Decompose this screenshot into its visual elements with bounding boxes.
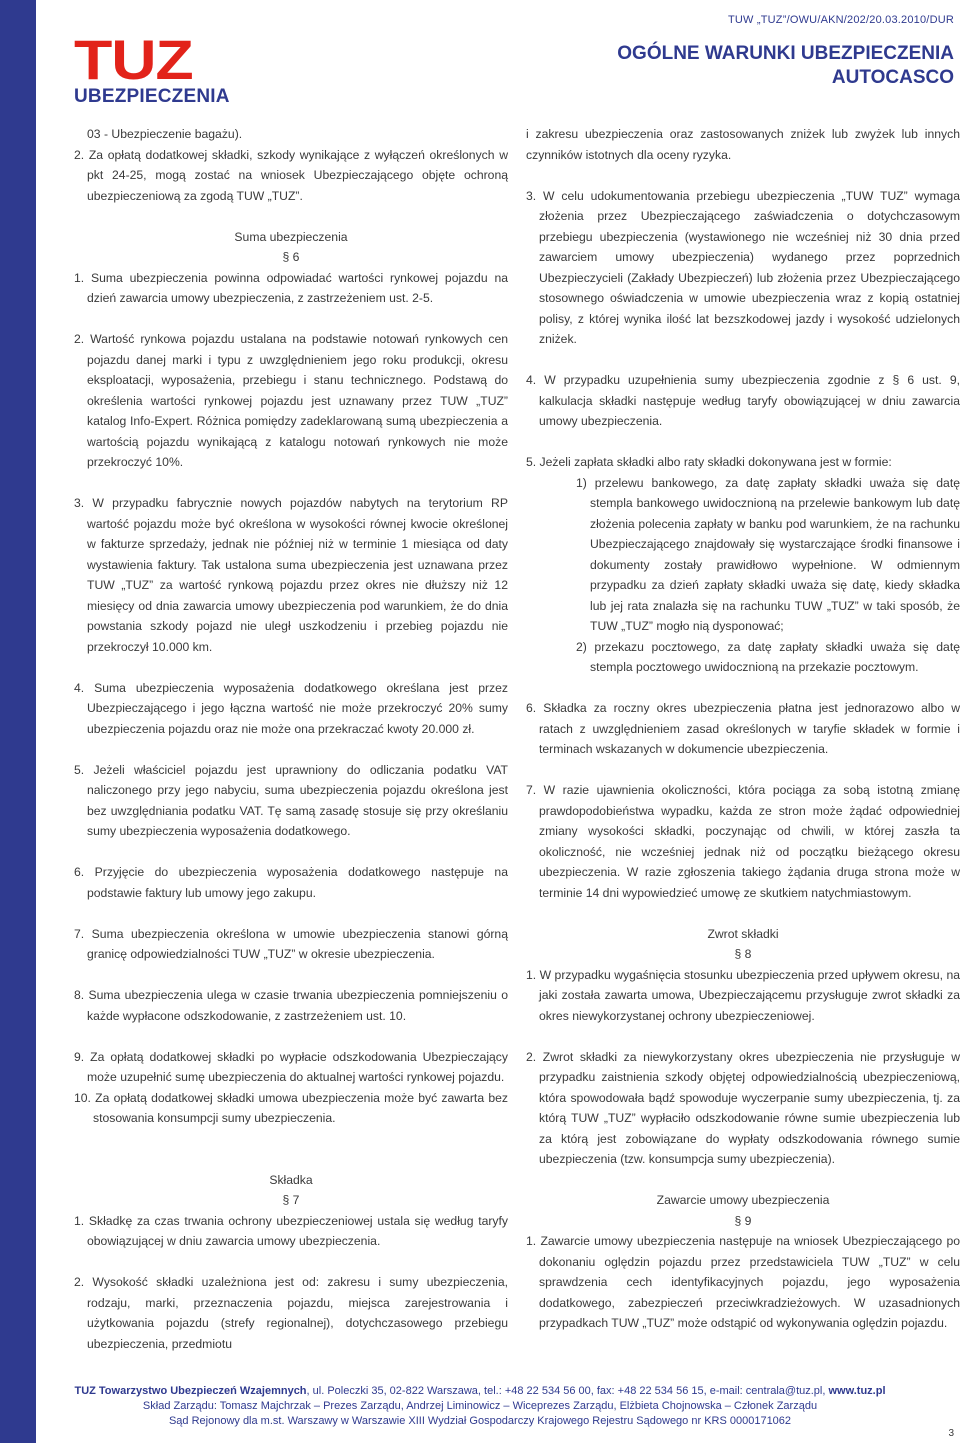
section-title-6: Suma ubezpieczenia	[234, 229, 348, 244]
paragraph-7-7: 7. W razie ujawnienia okoliczności, która pociąga za sobą istotną zmianę prawdopodobieństwa wypadku, każda ze stron może żądać odpowiedniej zmiany wysokości składki, poczynając od chwili, w której zaszła ta okoliczność, nie wcześniej jednak niż od początku bieżącego okresu ubezpieczenia. W razie zgłoszenia takiego żądania druga strona może w terminie 14 dni wypowiedzieć umowę ze skutkiem natychmiastowym.	[526, 783, 960, 900]
paragraph-r0: i zakresu ubezpieczenia oraz zastosowanych zniżek lub zwyżek lub innych czynników istotnych dla oceny ryzyka.	[526, 127, 960, 162]
paragraph-6-3: 3. W przypadku fabrycznie nowych pojazdów nabytych na terytorium RP wartość pojazdu może być określona w wysokości równej kwocie określonej w fakturze sprzedaży, jednak nie później niż w terminie 1 miesiąca od daty wystawienia faktury. Tak ustalona suma ubezpieczenia jest uznawana przez TUW „TUZ” za wartość rynkową pojazdu przez okres nie dłuższy niż 12 miesięcy od dnia zawarcia umowy ubezpieczenia pod warunkiem, że do dnia powstania szkody pojazd nie uległ uszkodzeniu i przebieg pojazdu nie przekroczył 10.000 km.	[74, 496, 508, 654]
logo-sub-text: UBEZPIECZENIA	[74, 86, 230, 107]
document-title-line1: OGÓLNE WARUNKI UBEZPIECZENIA	[617, 43, 954, 64]
section-title-9: Zawarcie umowy ubezpieczenia	[656, 1193, 830, 1207]
section-number-9: § 9	[734, 1213, 752, 1228]
section-number-7: § 7	[282, 1193, 300, 1207]
paragraph-7-6: 6. Składka za roczny okres ubezpieczenia płatna jest jednorazowo albo w ratach z uwzględnieniem zasad określonych w taryfie składek w formie i terminach wskazanych w dokumencie ubezpieczenia.	[526, 701, 960, 756]
logo-main-text: TUZ	[74, 28, 193, 91]
paragraph-7-4: 4. W przypadku uzupełnienia sumy ubezpieczenia zgodnie z § 6 ust. 9, kalkulacja składki następuje według taryfy obowiązującej w dniu zawarcia umowy ubezpieczenia.	[526, 373, 960, 428]
page-number: 3	[948, 1428, 954, 1439]
paragraph-6-5: 5. Jeżeli właściciel pojazdu jest uprawniony do odliczania podatku VAT naliczonego przy jego nabyciu, suma ubezpieczenia pojazdu określona jest bez uwzględniania podatku VAT. Tę samą zasadę stosuje się przy określaniu sumy ubezpieczenia wyposażenia dodatkowego.	[74, 762, 508, 838]
paragraph-7-1: 1. Składkę za czas trwania ochrony ubezpieczeniowej ustala się według taryfy obowiązującej w dniu zawarcia umowy ubezpieczenia.	[74, 1213, 508, 1248]
section-number-8: § 8	[734, 947, 752, 961]
paragraph-9-1: 1. Zawarcie umowy ubezpieczenia następuje na wniosek Ubezpieczającego po dokonaniu oględzin pojazdu przez przedstawiciela TUW „TUZ” w celu sprawdzenia cech identyfikacyjnych pojazdu, jego wyposażenia dodatkowego, zabezpieczeń przeciwkradzieżowych. W uzasadnionych przypadkach TUW „TUZ” może odstąpić od wykonywania oględzin pojazdu.	[526, 1234, 960, 1330]
paragraph-6-4: 4. Suma ubezpieczenia wyposażenia dodatkowego określana jest przez Ubezpieczającego i jego łączna wartość nie może przekroczyć 20% sumy ubezpieczenia pojazdu oraz nie może ona przekraczać kwoty 20.000 zł.	[74, 680, 508, 736]
paragraph-8-1: 1. W przypadku wygaśnięcia stosunku ubezpieczenia przed upływem okresu, na jaki została zawarta umowa, Ubezpieczającemu przysługuje zwrot składki za okres niewykorzystanej ochrony ubezpieczeniowej.	[526, 967, 960, 1023]
paragraph-7-5-2: 2) przekazu pocztowego, za datę zapłaty składki uważa się datę stempla pocztowego uwidocznioną na przekazie pocztowym.	[576, 639, 960, 674]
paragraph-l2: 2. Za opłatą dodatkowej składki, szkody wynikające z wyłączeń określonych w pkt 24-25, mogą zostać na wniosek Ubezpieczającego objęte ochroną ubezpieczeniową za zgodą TUW „TUZ”.	[74, 147, 508, 203]
footer-line-company	[0, 1384, 960, 1399]
section-number-6: § 6	[282, 250, 300, 264]
paragraph-6-2: 2. Wartość rynkowa pojazdu ustalana na podstawie notowań rynkowych cen pojazdu danej marki i typu z uwzględnieniem jego roku produkcji, okresu eksploatacji, wyposażenia, przebiegu i stanu technicznego. Podstawą do określenia wartości rynkowej pojazdu jest uznawany przez TUW „TUZ” katalog Info-Expert. Różnica pomiędzy zadeklarowaną sumą ubezpieczenia a wartością pojazdu wynikającą z katalogu notowań rynkowych nie może przekroczyć 10%.	[74, 332, 508, 469]
paragraph-6-7: 7. Suma ubezpieczenia określona w umowie ubezpieczenia stanowi górną granicę odpowiedzialności TUW „TUZ” w okresie ubezpieczenia.	[74, 926, 508, 961]
side-color-bar	[0, 0, 36, 1443]
paragraph-7-5-1: 1) przelewu bankowego, za datę zapłaty składki uważa się datę stempla bankowego uwidocznioną na przelewie bankowym lub datę złożenia polecenia zapłaty w banku pod warunkiem, że na rachunku Ubezpieczającego znajdowały się wystarczające środki finansowe i dokumenty zostały prawidłowo wypełnione. W odmiennym przypadku za dzień zapłaty składki uważa się datę, kiedy składka lub jej rata znalazła się na rachunku TUW „TUZ” w taki sposób, że TUW „TUZ” mogło nią dysponować;	[576, 475, 960, 633]
tuz-logo	[74, 28, 234, 108]
paragraph-7-3: 3. W celu udokumentowania przebiegu ubezpieczenia „TUW TUZ” wymaga złożenia przez Ubezpieczającego zaświadczenia o dotychczasowym przebiegu ubezpieczenia (wystawionego nie wcześniej niż 30 dnia przed zawarciem umowy ubezpieczenia) wydanego przez poprzednich Ubezpieczycieli (Zakłady Ubezpieczeń) lub złożenia przez Ubezpieczającego stosownego oświadczenia w umowie ubezpieczenia wraz z kopią ostatniej polisy, z której wynika ilość lat bezszkodowej jazdy i wysokość udzielonych zniżek.	[526, 188, 960, 346]
paragraph-8-2: 2. Zwrot składki za niewykorzystany okres ubezpieczenia nie przysługuje w przypadku zaistnienia szkody objętej odpowiedzialnością ubezpieczeniową, która spowodowała bądź spowoduje wyczerpanie sumy ubezpieczenia, tj. za którą TUW „TUZ” wypłaciło odszkodowanie równe sumie ubezpieczenia lub za którą jest zobowiązane do wypłaty odszkodowania równego sumie ubezpieczenia (tzw. konsumpcja sumy ubezpieczenia).	[526, 1049, 960, 1166]
paragraph-6-10: 10. Za opłatą dodatkowej składki umowa ubezpieczenia może być zawarta bez stosowania konsumpcji sumy ubezpieczenia.	[74, 1090, 508, 1125]
page-footer	[0, 1384, 960, 1429]
footer-website-link[interactable]: www.tuz.pl	[828, 1385, 886, 1397]
paragraph-6-1: 1. Suma ubezpieczenia powinna odpowiadać wartości rynkowej pojazdu na dzień zawarcia umowy ubezpieczenia, z zastrzeżeniem ust. 2-5.	[74, 270, 508, 305]
paragraph-7-5: 5. Jeżeli zapłata składki albo raty składki dokonywana jest w formie:	[526, 455, 892, 469]
paragraph-l1: 03 - Ubezpieczenie bagażu).	[87, 127, 243, 141]
document-title-line2: AUTOCASCO	[831, 67, 954, 88]
footer-company-name: TUZ Towarzystwo Ubezpieczeń Wzajemnych	[74, 1385, 307, 1397]
footer-address: , ul. Poleczki 35, 02-822 Warszawa, tel.: +48 22 534 56 00, fax: +48 22 534 56 15, e-mail: centrala@tuz.pl,	[306, 1385, 829, 1397]
paragraph-6-6: 6. Przyjęcie do ubezpieczenia wyposażenia dodatkowego następuje na podstawie faktury lub umowy jego zakupu.	[74, 865, 508, 900]
paragraph-7-2: 2. Wysokość składki uzależniona jest od: zakresu i sumy ubezpieczenia, rodzaju, marki, przeznaczenia pojazdu, miejsca zarejestrowania i użytkowania pojazdu (strefy regionalnej), dotychczasowego przebiegu ubezpieczenia, przedmiotu	[74, 1275, 508, 1351]
document-code: TUW „TUZ”/OWU/AKN/202/20.03.2010/DUR	[727, 14, 954, 26]
section-title-7: Składka	[269, 1172, 313, 1187]
section-title-8: Zwrot składki	[707, 926, 779, 941]
document-title	[617, 42, 954, 90]
paragraph-6-8: 8. Suma ubezpieczenia ulega w czasie trwania ubezpieczenia pomniejszeniu o każde wypłacone odszkodowanie, z zastrzeżeniem ust. 10.	[74, 988, 508, 1023]
paragraph-6-9: 9. Za opłatą dodatkowej składki po wypłacie odszkodowania Ubezpieczający może uzupełnić sumę ubezpieczenia do aktualnej wartości rynkowej pojazdu.	[74, 1049, 508, 1084]
right-column	[526, 124, 960, 1334]
footer-board: Skład Zarządu: Tomasz Majchrzak – Prezes Zarządu, Andrzej Liminowicz – Wiceprezes Zarządu, Elżbieta Chojnowska – Członek Zarządu	[142, 1400, 818, 1412]
footer-court: Sąd Rejonowy dla m.st. Warszawy w Warszawie XIII Wydział Gospodarczy Krajowego Rejestru Sądowego nr KRS 0000171062	[168, 1415, 792, 1427]
left-column	[74, 124, 508, 1354]
